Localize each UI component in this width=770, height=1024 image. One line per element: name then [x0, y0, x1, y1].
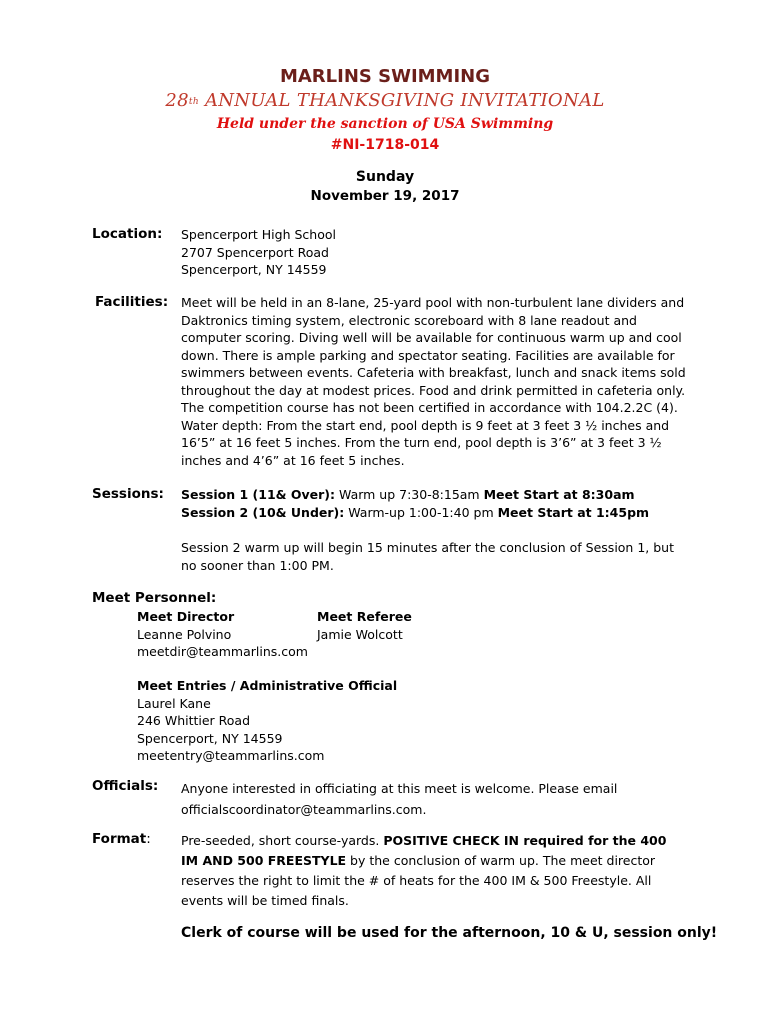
- meet-entries-title: Meet Entries / Administrative Official: [137, 678, 398, 693]
- session-2-warmup: Warm-up 1:00-1:40 pm: [344, 504, 498, 520]
- session-2-start: Meet Start at 1:45pm: [497, 504, 650, 520]
- event-number: 28: [165, 90, 189, 111]
- officials-label: Officials:: [92, 778, 159, 794]
- facilities-line: computer scoring. Diving well will be available for continuous warm up and cool: [181, 330, 682, 345]
- session-note-line: Session 2 warm up will begin 15 minutes after the conclusion of Session 1, but: [181, 540, 674, 555]
- meet-day: Sunday: [355, 169, 415, 185]
- sessions-label: Sessions:: [92, 486, 164, 502]
- format-label-colon: :: [146, 831, 151, 847]
- session-1-line: [181, 486, 676, 504]
- format-line: [181, 851, 676, 871]
- meet-director-name: Leanne Polvino: [137, 626, 232, 642]
- session-1-name: Session 1 (11& Over):: [181, 487, 336, 502]
- meet-director-email: meetdir@teammarlins.com: [137, 644, 308, 659]
- meet-director-title: Meet Director: [137, 609, 235, 624]
- facilities-label: Facilities:: [95, 294, 169, 310]
- event-title: [0, 88, 770, 114]
- sanction-line: Held under the sanction of USA Swimming: [216, 116, 554, 132]
- meet-entries-name: Laurel Kane: [137, 695, 211, 711]
- facilities-line: Daktronics timing system, electronic scoreboard with 8 lane readout and: [181, 312, 637, 328]
- session-note: [181, 539, 676, 574]
- format-text: Pre-seeded, short course-yards.: [181, 833, 384, 848]
- format-label-text: Format: [92, 831, 147, 847]
- session-2-line: [181, 504, 676, 522]
- facilities-line: down. There is ample parking and spectator seating. Facilities are available for: [181, 347, 675, 363]
- meet-entries-email: meetentry@teammarlins.com: [137, 748, 325, 763]
- personnel-label: Meet Personnel:: [92, 590, 217, 606]
- sanction-number: #NI-1718-014: [330, 137, 440, 153]
- location-label: Location:: [92, 226, 163, 242]
- document-header: [0, 66, 770, 206]
- session-1-warmup: Warm up 7:30-8:15am: [335, 487, 484, 502]
- officials-email: officialscoordinator@teammarlins.com.: [181, 802, 427, 817]
- facilities-line: The competition course has not been certified in accordance with 104.2.2C (4).: [181, 400, 678, 415]
- facilities-line: Meet will be held in an 8-lane, 25-yard pool with non-turbulent lane dividers and: [181, 295, 685, 310]
- session-2-name: Session 2 (10& Under):: [181, 504, 345, 520]
- location-line: 2707 Spencerport Road: [181, 244, 329, 260]
- officials-line: Anyone interested in officiating at this meet is welcome. Please email: [181, 781, 618, 796]
- facilities-line: throughout the day at modest prices. Food and drink permitted in cafeteria only.: [181, 382, 686, 398]
- format-line: [181, 831, 676, 851]
- format-label: [92, 831, 151, 849]
- location-line: Spencerport, NY 14559: [181, 262, 327, 277]
- officials-content: [181, 778, 676, 820]
- org-title: MARLINS SWIMMING: [279, 66, 491, 87]
- meet-referee-title: Meet Referee: [317, 609, 412, 624]
- session-note-line: no sooner than 1:00 PM.: [181, 557, 334, 573]
- meet-date: November 19, 2017: [310, 188, 460, 204]
- clerk-notice: Clerk of course will be used for the afternoon, 10 & U, session only!: [181, 925, 718, 941]
- meet-referee-block: [317, 608, 412, 643]
- event-ordinal-suffix: th: [188, 97, 199, 107]
- format-emphasis: IM AND 500 FREESTYLE: [181, 853, 347, 868]
- location-line: Spencerport High School: [181, 227, 336, 242]
- facilities-line: 16’5” at 16 feet 5 inches. From the turn end, pool depth is 3’6” at 3 feet 3 ½: [181, 435, 662, 450]
- format-text: by the conclusion of warm up. The meet director: [346, 853, 656, 868]
- event-name: ANNUAL THANKSGIVING INVITATIONAL: [198, 90, 605, 111]
- session-1-start: Meet Start at 8:30am: [483, 487, 635, 502]
- format-content: [181, 831, 676, 911]
- meet-entries-city: Spencerport, NY 14559: [137, 730, 283, 746]
- facilities-line: Water depth: From the start end, pool depth is 9 feet at 3 feet 3 ½ inches and: [181, 417, 670, 433]
- format-line: events will be timed finals.: [181, 893, 349, 908]
- meet-entries-block: [137, 677, 397, 765]
- sessions-content: [181, 486, 676, 521]
- meet-entries-address: 246 Whittier Road: [137, 713, 251, 728]
- meet-referee-name: Jamie Wolcott: [317, 626, 403, 642]
- facilities-content: [181, 294, 686, 469]
- location-content: [181, 226, 676, 279]
- facilities-line: swimmers between events. Cafeteria with breakfast, lunch and snack items sold: [181, 365, 686, 380]
- format-emphasis: POSITIVE CHECK IN required for the 400: [383, 833, 667, 848]
- facilities-line: inches and 4’6” at 16 feet 5 inches.: [181, 452, 405, 468]
- meet-director-block: [137, 608, 308, 661]
- format-line: reserves the right to limit the # of heats for the 400 IM & 500 Freestyle. All: [181, 873, 652, 888]
